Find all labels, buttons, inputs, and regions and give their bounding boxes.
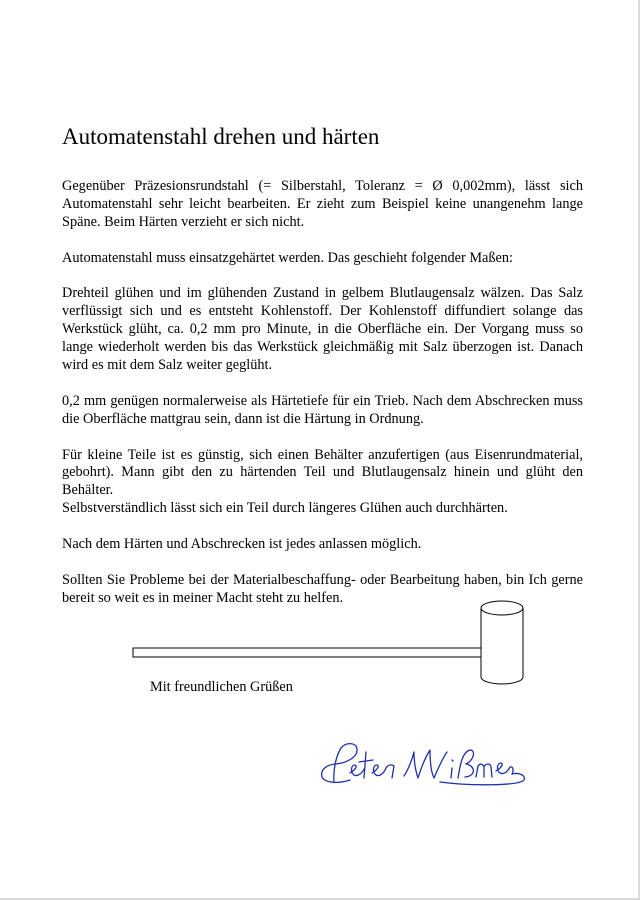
paragraph-behaelter: Für kleine Teile ist es günstig, sich einen Behälter anzufertigen (aus Eisenrundmaterial, gebohrt). Mann gibt den zu härtenden Teil und Blutlaugensalz hinein und glüht den Behälter. xyxy=(62,446,583,499)
paragraph-intro: Gegenüber Präzesionsrundstahl (= Silberstahl, Toleranz = Ø 0,002mm), lässt sich Automatenstahl sehr leicht bearbeiten. Er zieht zum Beispiel keine unangenehm lange Späne. Beim Härten verzieht er sich nicht. xyxy=(62,178,583,230)
paragraph-hilfe: Sollten Sie Probleme bei der Materialbeschaffung- oder Bearbeitung haben, bin Ich gerne bereit so weit es in meiner Macht steht zu helfen. xyxy=(62,571,583,606)
paragraph-einsatzhaerten: Automatenstahl muss einsatzgehärtet werden. Das geschieht folgender Maßen: xyxy=(62,249,514,266)
paragraph-anlassen: Nach dem Härten und Abschrecken ist jedes anlassen möglich. xyxy=(62,536,422,553)
closing-greeting: Mit freundlichen Grüßen xyxy=(150,679,293,695)
paragraph-procedure: Drehteil glühen und im glühenden Zustand in gelbem Blutlaugensalz wälzen. Das Salz verflüssigt sich und es entsteht Kohlenstoff. Der Kohlenstoff diffundiert solange das Werkstück glüht, ca. 0,2 mm pro Minute, in die Oberfläche ein. Der Vorgang muss so lange wiederholt werden bis das Werkstück gleichmäßig mit Salz überzogen ist. Danach wird es mit dem Salz weiter geglüht. xyxy=(62,285,583,374)
paragraph-durchhaerten: Selbstverständlich lässt sich ein Teil durch längeres Glühen auch durchhärten. xyxy=(62,500,508,517)
page-title: Automatenstahl drehen und härten xyxy=(62,124,380,149)
paragraph-haertetiefe: 0,2 mm genügen normalerweise als Härtetiefe für ein Trieb. Nach dem Abschrecken muss die Oberfläche mattgrau sein, dann ist die Härtung in Ordnung. xyxy=(62,392,583,427)
